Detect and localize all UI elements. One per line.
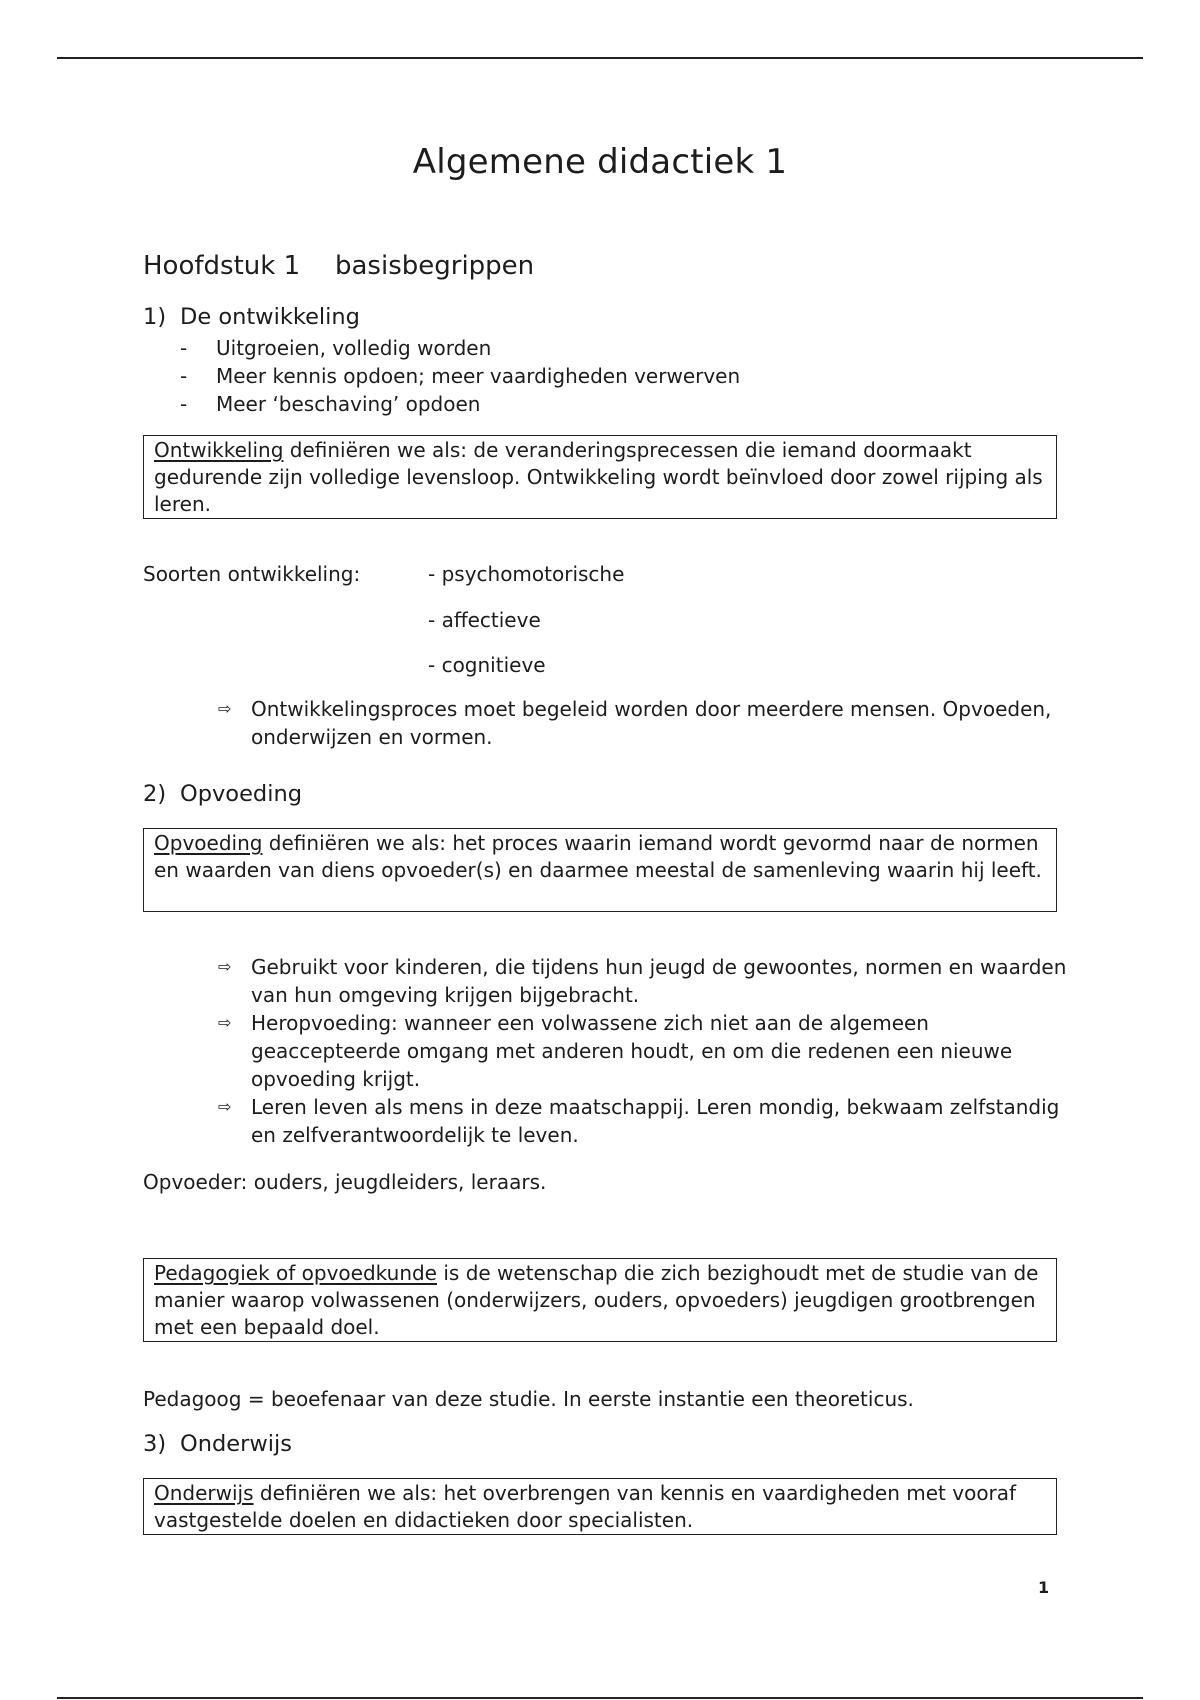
development-type: - affectieve	[428, 608, 541, 632]
list-item-text: Uitgroeien, volledig worden	[216, 336, 492, 360]
top-rule	[57, 57, 1143, 59]
arrow-item	[218, 695, 1068, 751]
arrow-item	[218, 953, 1068, 1009]
page-number: 1	[1038, 1578, 1050, 1597]
educators-line: Opvoeder: ouders, jeugdleiders, leraars.	[143, 1170, 547, 1194]
section-title: Opvoeding	[180, 781, 302, 807]
definition-text: definiëren we als: het overbrengen van kennis en vaardigheden met vooraf vastgestelde doelen en didactieken door specialisten.	[154, 1481, 1017, 1532]
arrow-item	[218, 1009, 1068, 1093]
dash-bullet: -	[180, 364, 188, 388]
bottom-rule	[57, 1697, 1143, 1699]
chapter-name: basisbegrippen	[335, 251, 535, 281]
section-number: 1)	[143, 304, 167, 330]
arrow-right-icon: ⇨	[218, 957, 232, 976]
arrow-item-text: Ontwikkelingsproces moet begeleid worden door meerdere mensen. Opvoeden, onderwijzen en vormen.	[251, 697, 1052, 749]
definition-box-ontwikkeling	[143, 435, 1057, 519]
section-1-heading	[143, 304, 360, 330]
dash-bullet: -	[180, 392, 188, 416]
development-type: - cognitieve	[428, 653, 546, 677]
section-3-heading	[143, 1431, 292, 1457]
chapter-heading	[143, 251, 534, 281]
arrow-item-text: Gebruikt voor kinderen, die tijdens hun jeugd de gewoontes, normen en waarden van hun omgeving krijgen bijgebracht.	[251, 955, 1067, 1007]
development-types-label: Soorten ontwikkeling:	[143, 562, 361, 586]
arrow-item-text: Leren leven als mens in deze maatschappij. Leren mondig, bekwaam zelfstandig en zelfverantwoordelijk te leven.	[251, 1095, 1060, 1147]
development-type: - psychomotorische	[428, 562, 625, 586]
list-item-text: Meer ‘beschaving’ opdoen	[216, 392, 481, 416]
chapter-number: Hoofdstuk 1	[143, 251, 301, 281]
definition-box-pedagogiek	[143, 1258, 1057, 1342]
section-number: 3)	[143, 1431, 167, 1457]
definition-term: Opvoeding	[154, 831, 263, 855]
arrow-right-icon: ⇨	[218, 1013, 232, 1032]
dash-bullet: -	[180, 336, 188, 360]
definition-text: is de wetenschap die zich bezighoudt met de studie van de manier waarop volwassenen (onderwijzers, ouders, opvoeders) jeugdigen grootbrengen met een bepaald doel.	[154, 1261, 1039, 1339]
arrow-right-icon: ⇨	[218, 1097, 232, 1116]
arrow-item	[218, 1093, 1068, 1149]
definition-text: definiëren we als: de veranderingsprecessen die iemand doormaakt gedurende zijn volledige levensloop. Ontwikkeling wordt beïnvloed door zowel rijping als leren.	[154, 438, 1043, 516]
definition-box-onderwijs	[143, 1478, 1057, 1535]
section-2-heading	[143, 781, 302, 807]
list-item-text: Meer kennis opdoen; meer vaardigheden verwerven	[216, 364, 741, 388]
list-item	[180, 390, 740, 418]
definition-term: Onderwijs	[154, 1481, 254, 1505]
list-item	[180, 362, 740, 390]
definition-box-opvoeding	[143, 828, 1057, 912]
section-title: Onderwijs	[180, 1431, 292, 1457]
list-item	[180, 334, 740, 362]
section-1-arrow-list	[218, 695, 1068, 751]
arrow-item-text: Heropvoeding: wanneer een volwassene zich niet aan de algemeen geaccepteerde omgang met anderen houdt, en om die redenen een nieuwe opvoeding krijgt.	[251, 1011, 1013, 1091]
definition-term: Ontwikkeling	[154, 438, 284, 462]
section-title: De ontwikkeling	[180, 304, 360, 330]
section-number: 2)	[143, 781, 167, 807]
arrow-right-icon: ⇨	[218, 699, 232, 718]
development-bullet-list	[180, 334, 740, 418]
document-title: Algemene didactiek 1	[412, 142, 788, 182]
definition-text: definiëren we als: het proces waarin iemand wordt gevormd naar de normen en waarden van diens opvoeder(s) en daarmee meestal de samenleving waarin hij leeft.	[154, 831, 1042, 882]
section-2-arrow-list	[218, 953, 1068, 1149]
definition-term: Pedagogiek of opvoedkunde	[154, 1261, 437, 1285]
pedagogue-line: Pedagoog = beoefenaar van deze studie. In eerste instantie een theoreticus.	[143, 1387, 914, 1411]
